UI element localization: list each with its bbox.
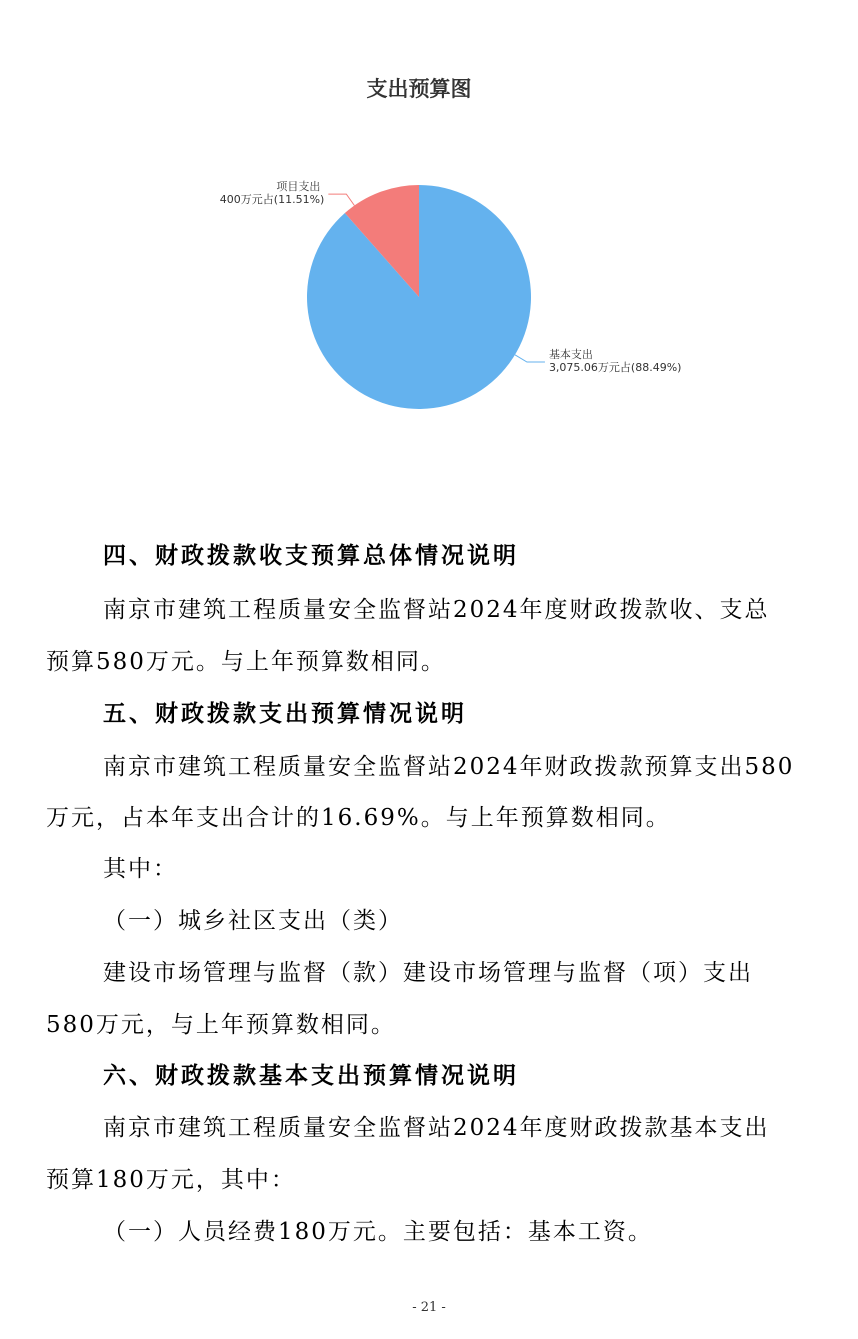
pie-slice-basic-expenditure (307, 185, 531, 409)
section-4-paragraph-line-2: 预算580万元。与上年预算数相同。 (46, 649, 446, 675)
pie-chart (0, 0, 858, 500)
section-5-paragraph-4-line-1: 建设市场管理与监督（款）建设市场管理与监督（项）支出 (103, 960, 753, 986)
section-6-paragraph-2: （一）人员经费180万元。主要包括：基本工资。 (103, 1219, 653, 1245)
leader-line-project-expenditure (328, 194, 354, 205)
slice-value-label: 3,075.06万元占(88.49%) (548, 360, 682, 374)
section-5-paragraph-line-2: 万元，占本年支出合计的16.69%。与上年预算数相同。 (46, 805, 671, 831)
section-5-paragraph-4-line-2: 580万元，与上年预算数相同。 (46, 1012, 396, 1038)
leader-line-basic-expenditure (515, 355, 545, 362)
section-5-paragraph-line-1: 南京市建筑工程质量安全监督站2024年财政拨款预算支出580 (103, 754, 795, 780)
slice-name-label: 项目支出 (276, 180, 321, 194)
section-5-paragraph-2: 其中： (103, 856, 178, 882)
section-5-heading: 五、财政拨款支出预算情况说明 (103, 701, 467, 727)
chart-title: 支出预算图 (366, 77, 472, 101)
section-4-paragraph-line-1: 南京市建筑工程质量安全监督站2024年度财政拨款收、支总 (103, 597, 770, 623)
section-6-paragraph-line-2: 预算180万元，其中： (46, 1167, 296, 1193)
section-5-paragraph-3: （一）城乡社区支出（类） (103, 908, 403, 934)
section-6-paragraph-line-1: 南京市建筑工程质量安全监督站2024年度财政拨款基本支出 (103, 1115, 770, 1141)
page-number: - 21 - (412, 1300, 446, 1315)
slice-value-label: 400万元占(11.51%) (219, 193, 325, 207)
slice-name-label: 基本支出 (548, 347, 593, 361)
section-6-heading: 六、财政拨款基本支出预算情况说明 (103, 1063, 519, 1089)
section-4-heading: 四、财政拨款收支预算总体情况说明 (103, 543, 519, 569)
